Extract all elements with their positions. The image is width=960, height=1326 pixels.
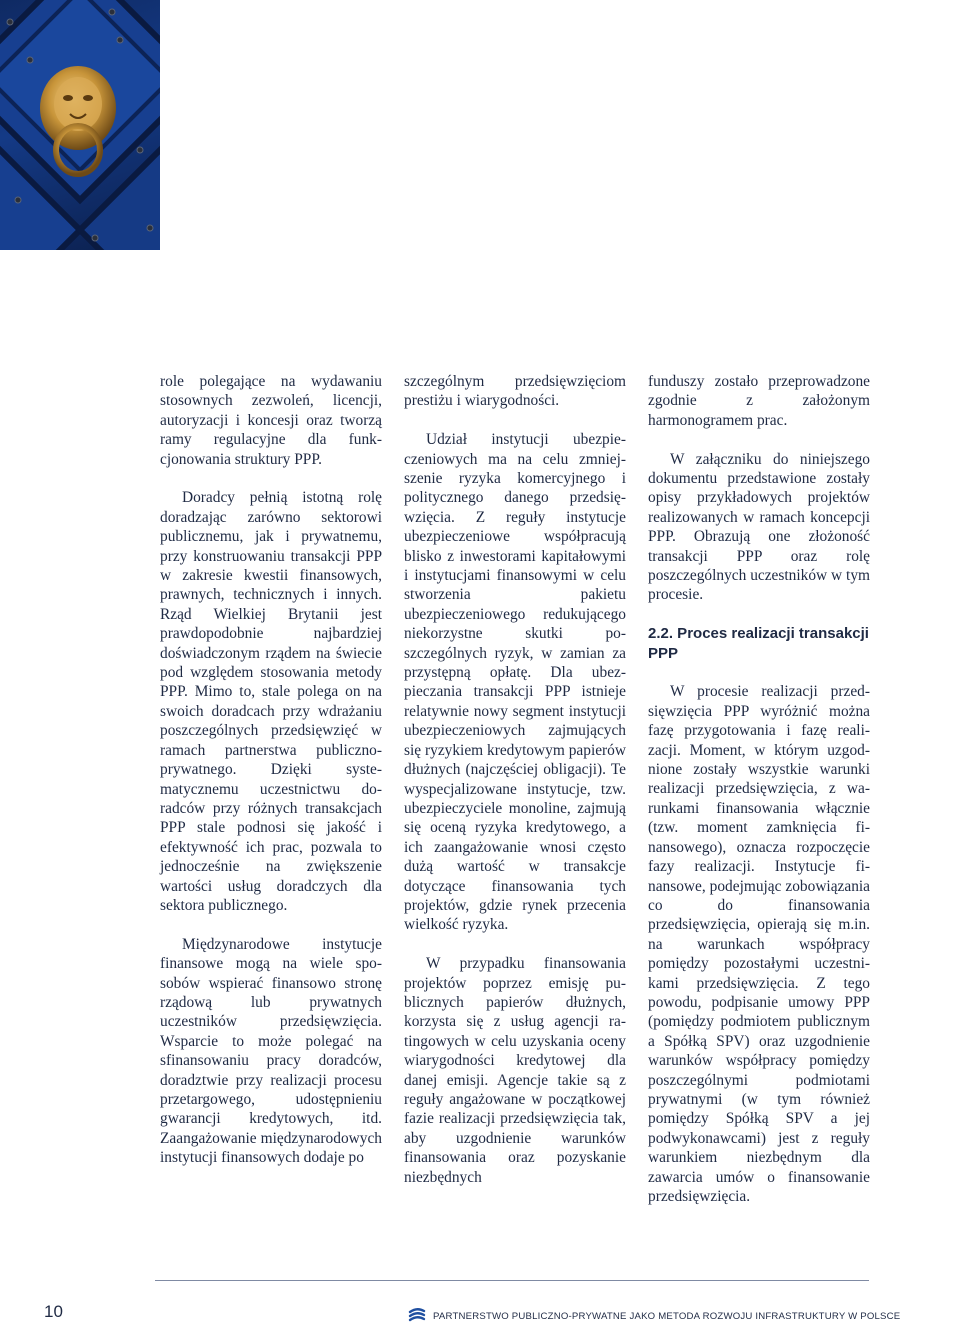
paragraph: Udział instytucji ubezpieczeniowych ma na celu zmniejszenie ryzyka komercyjnego i politycznego danego przedsięwzięcia. Z reguły instytucje ubezpieczeniowe współpracują blisko z inwestorami kapitałowymi i instytucjami finansowymi w celu stworzenia pakietu ubezpieczeniowego redukującego niekorzystne skutki poszczególnych ryzyk, w zamian za przystępną opłatę. Dla ubezpieczania transakcji PPP istnieje relatywnie nowy segment instytucji ubezpieczeniowych zajmujących się ryzykiem kredytowym papierów dłużnych (najczęściej obligacji). Te wyspecjalizowane instytucje, tzw. ubezpieczyciele monoline, zajmują się oceną ryzyka kredytowego, a ich zaangażowanie wnosi często dużą wartość w transakcje dotyczące finansowania tych projektów, gdzie rynek przecenia wielkość ryzyka. [404, 431, 626, 934]
page-number: 10 [44, 1302, 63, 1321]
text-column-3 [648, 372, 870, 1226]
paragraph: Międzynarodowe instytucje finansowe mogą na wiele sposobów wspierać finansowo stronę rządową lub prywatnych uczestników przedsięwzięcia. Wsparcie to może polegać na sfinansowaniu pracy doradców, doradztwie przy realizacji procesu przetargowego, udostępnieniu gwarancji kredytowych, itd. Zaangażowanie międzynarodowych instytucji finansowych dodaje po [160, 935, 382, 1167]
paragraph: W załączniku do niniejszego dokumentu przedstawione zostały opisy przykładowych projektów realizowanych w ramach koncepcji PPP. Obrazują one złożoność transakcji PPP oraz rolę poszczególnych uczestników w tym procesie. [648, 450, 870, 604]
text-column-2 [404, 372, 626, 1206]
paragraph: funduszy zostało przeprowadzone zgodnie z założonym harmonogramem prac. [648, 373, 870, 429]
footer-divider [155, 1280, 869, 1281]
publisher-swirl-logo-icon [408, 1306, 426, 1324]
paragraph: W przypadku finansowania projektów poprzez emisję publicznych papierów dłużnych, korzysta się z usług agencji ratingowych w celu uzyskania oceny wiarygodności kredytowej dla danej emisji. Agencje takie są z reguły angażowane w początkowej fazie realizacji przedsięwzięcia tak, aby uzgodnienie warunków finansowania oraz pozyskanie niezbędnych [404, 955, 626, 1186]
paragraph: szczególnym przedsięwzięciom prestiżu i wiarygodności. [404, 373, 626, 410]
paragraph: role polegające na wydawaniu stosownych zezwoleń, licencji, autoryzacji i koncesji oraz tworzą ramy regulacyjne dla funkcjonowania struktury PPP. [160, 373, 382, 468]
section-heading: 2.2. Proces realizacji transakcji PPP [648, 625, 869, 662]
running-footer-title: PARTNERSTWO PUBLICZNO-PRYWATNE JAKO METODA ROZWOJU INFRASTRUKTURY W POLSCE [433, 1311, 901, 1322]
paragraph: Doradcy pełnią istotną rolę doradzając zarówno sektorowi publicznemu, jak i prywatnemu, przy konstruowaniu transakcji PPP w zakresie kwestii finansowych, prawnych, technicznych i innych. Rząd Wielkiej Brytanii jest prawdopodobnie najbardziej doświadczonym rządem na świecie pod względem stosowania metody PPP. Mimo to, stale polega on na swoich doradcach przy wdrażaniu poszczególnych przedsięwzięć w ramach partnerstwa publiczno-prywatnego. Dzięki systematycznemu uczestnictwu doradców przy różnych transakcjach PPP stale podnosi się jakość i efektywność ich prac, pozwala to jednocześnie na zwiększenie wartości usług doradczych dla sektora publicznego. [160, 489, 382, 914]
lion-door-knocker-photo [0, 0, 160, 250]
text-column-1 [160, 372, 382, 1187]
paragraph: W procesie realizacji przedsięwzięcia PPP wyróżnić można fazę przygotowania i fazę realizacji. Moment, w którym uzgodnione zostały wszystkie warunki realizacji przedsięwzięcia, z warunkami finansowania włącznie (tzw. moment zamknięcia finansowego), oznacza rozpoczęcie fazy realizacji. Instytucje finansowe, podejmując zobowiązania co do finansowania przedsięwzięcia, opierają się m.in. na warunkach współpracy pomiędzy pozostałymi uczestnikami przedsięwzięcia. Z tego powodu, podpisanie umowy PPP (pomiędzy podmiotem publicznym a Spółką SPV) oraz uzgodnienie warunków współpracy pomiędzy poszczególnymi podmiotami prywatnymi (w tym również pomiędzy Spółką SPV a jej podwykonawcami) jest z reguły warunkiem niezbędnym dla zawarcia umów o finansowanie przedsięwzięcia. [648, 683, 870, 1206]
